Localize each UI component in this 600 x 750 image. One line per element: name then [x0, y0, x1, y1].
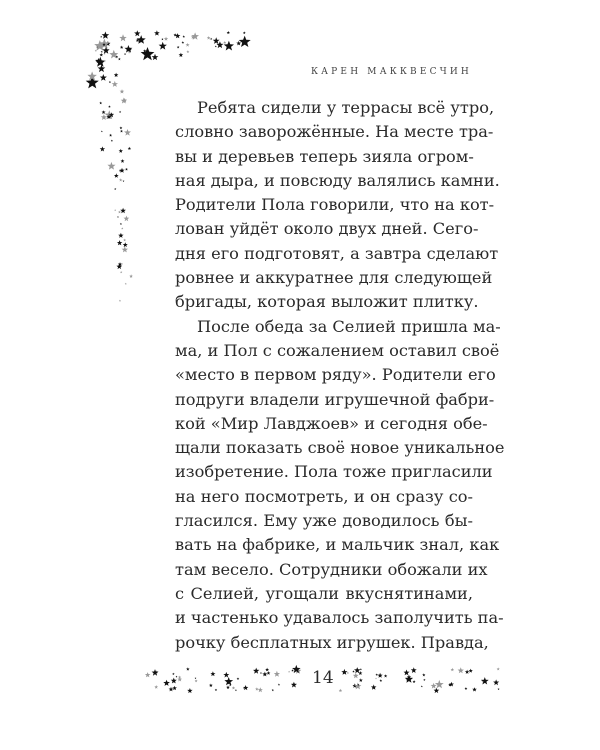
star-icon	[435, 680, 444, 688]
star-icon	[100, 36, 102, 38]
text-line: гласился. Ему уже доводилось бы-	[175, 511, 473, 531]
star-icon	[107, 162, 115, 170]
star-icon	[375, 678, 377, 680]
star-icon	[121, 159, 125, 163]
text-line: там весело. Сотрудники обожали их	[175, 559, 488, 579]
star-icon	[360, 668, 362, 670]
star-icon	[120, 89, 125, 93]
text-line: вы и деревьев теперь зияла огром-	[175, 146, 474, 166]
star-icon	[235, 689, 237, 691]
star-icon	[114, 188, 116, 190]
text-line: После обеда за Селией пришла ма-	[197, 316, 501, 336]
star-icon	[243, 685, 248, 690]
star-icon	[186, 667, 190, 670]
star-icon	[413, 680, 416, 683]
text-line: с Селией, угощали вкуснятинами,	[175, 583, 473, 603]
star-icon	[186, 43, 190, 47]
star-icon	[207, 36, 211, 40]
star-icon	[186, 50, 189, 53]
star-icon	[102, 32, 110, 39]
star-icon	[124, 129, 131, 136]
star-icon	[176, 676, 178, 678]
star-icon	[213, 37, 220, 44]
star-icon	[258, 687, 263, 692]
star-icon	[422, 673, 425, 676]
star-icon	[118, 58, 121, 61]
star-icon	[195, 677, 197, 679]
star-icon	[100, 146, 105, 151]
star-icon	[210, 38, 212, 40]
star-icon	[354, 667, 361, 673]
star-icon	[274, 671, 280, 677]
text-line: Ребята сидели у террасы всё утро,	[197, 98, 495, 117]
text-line: рочку бесплатных игрушек. Правда,	[175, 632, 489, 652]
star-icon	[124, 53, 126, 55]
text-line: ма, и Пол с сожалением оставил своё	[175, 340, 500, 360]
star-icon	[152, 54, 159, 60]
star-icon	[177, 46, 180, 49]
star-icon	[358, 671, 362, 675]
star-icon	[172, 673, 175, 675]
star-icon	[120, 46, 124, 49]
star-icon	[179, 53, 184, 57]
star-icon	[119, 34, 126, 41]
star-icon	[109, 81, 111, 83]
star-icon	[253, 668, 259, 674]
star-icon	[458, 667, 464, 673]
page-number: 14	[312, 668, 334, 688]
star-icon	[469, 669, 473, 673]
star-icon	[114, 173, 119, 178]
star-icon	[215, 689, 218, 691]
star-icon	[154, 30, 160, 35]
star-icon	[171, 678, 177, 684]
star-icon	[120, 208, 126, 214]
star-icon	[134, 30, 140, 36]
star-icon	[423, 679, 425, 681]
star-icon	[120, 126, 123, 129]
star-icon	[378, 673, 383, 678]
star-icon	[498, 688, 500, 690]
star-icon	[129, 274, 133, 278]
text-line: бригады, которая выложит плитку.	[175, 292, 479, 312]
star-icon	[209, 684, 213, 688]
star-icon	[100, 74, 107, 81]
star-icon	[451, 668, 455, 671]
star-icon	[120, 130, 123, 133]
star-icon	[124, 216, 130, 222]
star-icon	[195, 679, 198, 682]
star-icon	[341, 669, 347, 675]
star-icon	[152, 669, 159, 676]
star-icon	[404, 670, 410, 676]
star-icon	[102, 110, 106, 114]
running-header-author: КАРЕН МАККВЕСЧИН	[310, 67, 472, 77]
star-icon	[120, 223, 122, 225]
star-icon	[481, 677, 489, 684]
star-icon	[291, 669, 294, 671]
star-icon	[119, 168, 124, 173]
star-icon	[236, 41, 241, 46]
star-icon	[339, 689, 343, 692]
star-icon	[119, 300, 121, 302]
star-icon	[125, 283, 127, 285]
star-icon	[119, 149, 123, 153]
star-icon	[163, 680, 170, 686]
star-icon	[121, 263, 123, 265]
star-icon	[226, 686, 230, 690]
star-icon	[101, 130, 103, 132]
text-line: словно заворожённые. На месте тра-	[175, 122, 494, 142]
star-icon	[164, 37, 168, 41]
star-icon	[114, 73, 119, 77]
star-icon	[243, 31, 246, 34]
star-icon	[117, 216, 119, 218]
star-icon	[141, 47, 155, 60]
text-line: дня его подготовят, а завтра сделают	[175, 243, 499, 263]
star-icon	[116, 264, 122, 270]
star-icon	[172, 686, 177, 690]
star-icon	[497, 667, 500, 670]
star-icon	[434, 688, 440, 693]
star-icon	[119, 178, 122, 181]
star-icon	[145, 672, 151, 677]
star-icon	[118, 262, 122, 266]
text-line: «место в первом ряду». Родители его	[175, 365, 496, 385]
text-line: на него посмотреть, и он сразу со-	[175, 486, 473, 506]
star-icon	[123, 180, 125, 182]
star-icon	[223, 41, 226, 44]
star-icon	[177, 677, 182, 682]
text-line: щали показать своё новое уникальное	[175, 438, 505, 458]
body-text	[175, 96, 505, 655]
star-icon	[191, 32, 199, 39]
star-icon	[272, 689, 274, 691]
star-icon	[232, 686, 235, 689]
star-icon	[122, 246, 128, 252]
star-icon	[278, 683, 280, 685]
star-icon	[223, 672, 229, 678]
star-icon	[375, 673, 378, 675]
star-icon	[119, 111, 121, 113]
star-icon	[117, 240, 123, 245]
star-icon	[114, 209, 116, 211]
star-icon	[182, 41, 185, 44]
star-icon	[123, 239, 126, 242]
text-line: ная дыра, и повсюду валялись камни.	[175, 170, 500, 190]
star-icon	[371, 684, 377, 689]
star-icon	[111, 140, 113, 142]
star-icon	[121, 227, 123, 229]
star-icon	[118, 211, 121, 214]
star-icon	[109, 134, 112, 137]
star-icon	[411, 667, 417, 673]
star-icon	[161, 38, 163, 40]
star-icon	[154, 685, 158, 689]
star-icon	[288, 671, 290, 673]
text-line: ровнее и аккуратнее для следующей	[175, 268, 493, 288]
text-line: подруги владели игрушечной фабри-	[175, 389, 495, 409]
star-icon	[175, 33, 181, 38]
star-icon	[291, 682, 297, 688]
star-icon	[493, 679, 499, 685]
star-icon	[95, 50, 97, 52]
star-icon	[421, 685, 423, 687]
star-icon	[128, 147, 131, 150]
star-icon	[359, 678, 363, 682]
star-icon	[472, 687, 477, 691]
star-icon	[125, 168, 128, 171]
star-icon	[215, 45, 217, 47]
star-icon	[237, 677, 240, 680]
star-icon	[112, 81, 118, 87]
text-line: лован уйдёт около двух дней. Сего-	[175, 219, 479, 239]
star-icon	[265, 668, 269, 672]
text-line: Родители Пола говорили, что на кот-	[175, 195, 495, 215]
star-icon	[260, 672, 262, 674]
star-icon	[353, 673, 359, 679]
star-icon	[379, 679, 382, 682]
star-icon	[187, 688, 192, 693]
star-icon	[227, 31, 230, 34]
star-icon	[98, 65, 106, 72]
text-line: изобретение. Пола тоже пригласили	[175, 462, 493, 482]
star-icon	[120, 271, 122, 273]
star-icon	[210, 671, 215, 676]
star-icon	[267, 671, 271, 675]
star-icon	[354, 683, 361, 690]
star-icon	[465, 687, 468, 690]
star-icon	[108, 105, 111, 108]
star-icon	[99, 102, 102, 105]
text-line: кой «Мир Лавджоев» и сегодня обе-	[175, 413, 488, 433]
text-line: вать на фабрике, и мальчик знал, как	[175, 535, 500, 555]
star-icon	[118, 233, 123, 238]
star-icon	[101, 51, 103, 53]
star-icon	[183, 35, 186, 37]
star-icon	[347, 672, 349, 674]
star-icon	[123, 242, 128, 247]
star-icon	[101, 114, 107, 120]
star-icon	[262, 672, 267, 677]
star-icon	[239, 36, 251, 47]
star-icon	[102, 47, 109, 54]
star-icon	[159, 42, 167, 50]
star-icon	[100, 53, 104, 56]
text-line: и частенько удавалось заполучить па-	[175, 608, 504, 628]
star-icon	[384, 674, 387, 677]
star-icon	[255, 687, 259, 690]
